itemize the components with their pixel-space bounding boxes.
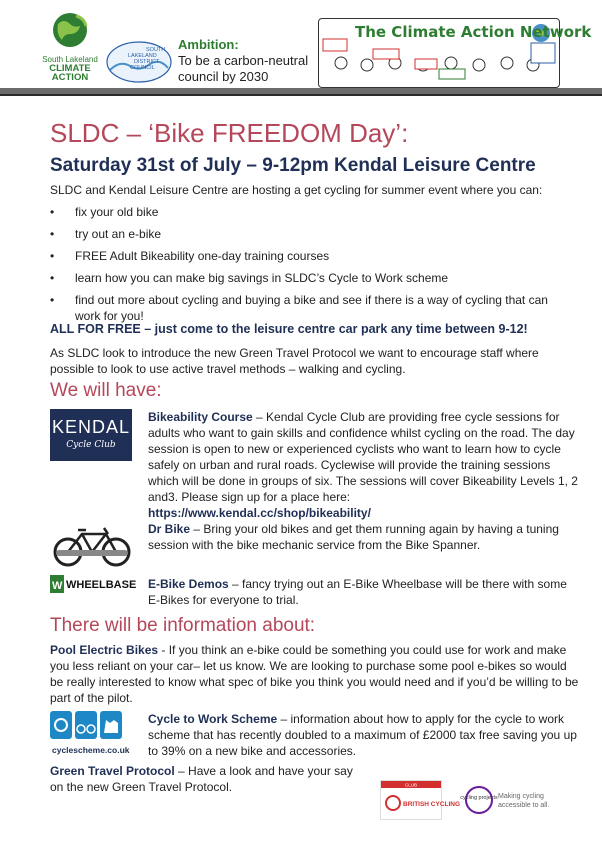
bike-spanner-logo — [50, 520, 134, 568]
british-cycling-logo — [380, 780, 461, 820]
e-bike-demos — [148, 576, 578, 608]
ambition-text-1: To be a carbon-neutral — [178, 53, 309, 68]
cp-logo-tagline-2: accessible to all. — [498, 802, 550, 809]
council-logo-line2: LAKELAND — [128, 53, 157, 59]
ambition-label: Ambition: — [178, 37, 239, 52]
climate-action-network-title: The Climate Action Network — [355, 23, 592, 41]
south-lakeland-district-council-logo — [104, 40, 174, 84]
pool-electric-bikes — [50, 642, 580, 706]
pool-text: - If you think an e-bike could be something you could use for work and make you less reliant on your car– let us know. We are looking to purchase some pool e-bikes so would be really interested to know what spec of bike you think you would need and if you’d be willing to be part of the pilot. — [50, 643, 579, 705]
intro-text: SLDC and Kendal Leisure Centre are hosting a get cycling for summer event where you can: — [50, 183, 543, 197]
page-title: SLDC – ‘Bike FREEDOM Day’: — [50, 118, 409, 148]
cyclescheme-logo-text: cyclescheme.co.uk — [52, 745, 130, 755]
we-will-have-heading: We will have: — [50, 380, 162, 401]
svg-text:W: W — [52, 580, 63, 592]
list-item: • fix your old bike — [50, 204, 570, 220]
activity-list — [50, 204, 570, 330]
c2w-text: – information about how to apply for the cycle to work scheme that has recently doubled to a maximum of £2000 tax free saving you up to 39% on a new bike and accessories. — [148, 712, 577, 758]
sl-logo-line2: CLIMATE — [49, 63, 91, 74]
dr-bike — [148, 521, 578, 553]
c2w-title: Cycle to Work Scheme — [148, 712, 278, 726]
kendal-cycle-club-logo — [50, 409, 132, 461]
gtp-text-2: on the new Green Travel Protocol. — [50, 780, 233, 794]
wheelbase-logo — [50, 573, 137, 595]
kendal-logo-line1: KENDAL — [51, 417, 131, 437]
globe-icon — [40, 8, 100, 50]
drbike-title: Dr Bike — [148, 522, 191, 536]
wheelbase-logo-text: WHEELBASE — [66, 579, 137, 591]
council-logo-line1: SOUTH — [146, 47, 166, 53]
list-item: • find out more about cycling and buying a bike and see if there is a way of cycling that can work for you! — [50, 292, 570, 324]
south-lakeland-climate-action-logo — [40, 8, 100, 84]
ambition-text-2: council by 2030 — [178, 69, 269, 84]
cycling-projects-logo — [460, 785, 564, 815]
drbike-text: – Bring your old bikes and get them running again by having a tuning session with the bike mechanic service from the Bike Spanner. — [148, 522, 559, 552]
bc-logo-text: BRITISH CYCLING — [403, 801, 461, 808]
bicycle-icon — [50, 520, 134, 568]
event-subtitle: Saturday 31st of July – 9-12pm Kendal Leisure Centre — [50, 155, 536, 176]
list-item: • learn how you can make big savings in SLDC’s Cycle to Work scheme — [50, 270, 570, 286]
ebike-title: E-Bike Demos — [148, 577, 229, 591]
cp-logo-tagline-1: Making cycling — [498, 793, 544, 800]
gtp-title: Green Travel Protocol — [50, 764, 175, 778]
ebike-text: – fancy trying out an E-Bike Wheelbase will be there with some E-Bikes for everyone to trial. — [148, 577, 567, 607]
information-heading: There will be information about: — [50, 615, 316, 636]
gtp-text-1: – Have a look and have your say — [174, 764, 353, 778]
pool-title: Pool Electric Bikes — [50, 643, 159, 657]
ambition-statement — [178, 37, 308, 85]
cp-logo-name: cycling projects — [460, 795, 498, 801]
bikeability-course — [148, 409, 578, 521]
bc-logo-top: CLUB — [404, 782, 418, 788]
bikeability-title: Bikeability Course — [148, 410, 253, 424]
kendal-logo-line2: Cycle Club — [66, 440, 116, 450]
council-logo-line4: COUNCIL — [130, 65, 155, 71]
council-logo-line3: DISTRICT — [134, 59, 160, 65]
green-travel-protocol — [50, 763, 370, 795]
sl-logo-line1: South Lakeland — [42, 55, 98, 64]
bikeability-text: – Kendal Cycle Club are providing free cycle sessions for adults who want to gain skills and confidence whilst cycling on the road. The day session is open to new or experienced cyclists who want to learn how to cycle safely on urban and rural roads. Cyclewise will provide the training sessions which will be done in groups of six. The sessions will cover Bikeability Levels 1, 2 and3. Please sign up for a place here: — [148, 410, 578, 504]
header-divider-dark — [0, 94, 602, 96]
list-item: • FREE Adult Bikeability one-day training courses — [50, 248, 570, 264]
bikeability-link[interactable]: https://www.kendal.cc/shop/bikeability/ — [148, 506, 371, 520]
all-for-free-notice: ALL FOR FREE – just come to the leisure centre car park any time between 9-12! — [50, 322, 528, 336]
cyclescheme-logo — [50, 711, 130, 759]
sl-logo-line3: ACTION — [51, 72, 89, 83]
list-item: • try out an e-bike — [50, 226, 570, 242]
protocol-intro: As SLDC look to introduce the new Green Travel Protocol we want to encourage staff where possible to look to use active travel methods – walking and cycling. — [50, 346, 539, 376]
cycle-to-work-scheme — [148, 711, 578, 759]
